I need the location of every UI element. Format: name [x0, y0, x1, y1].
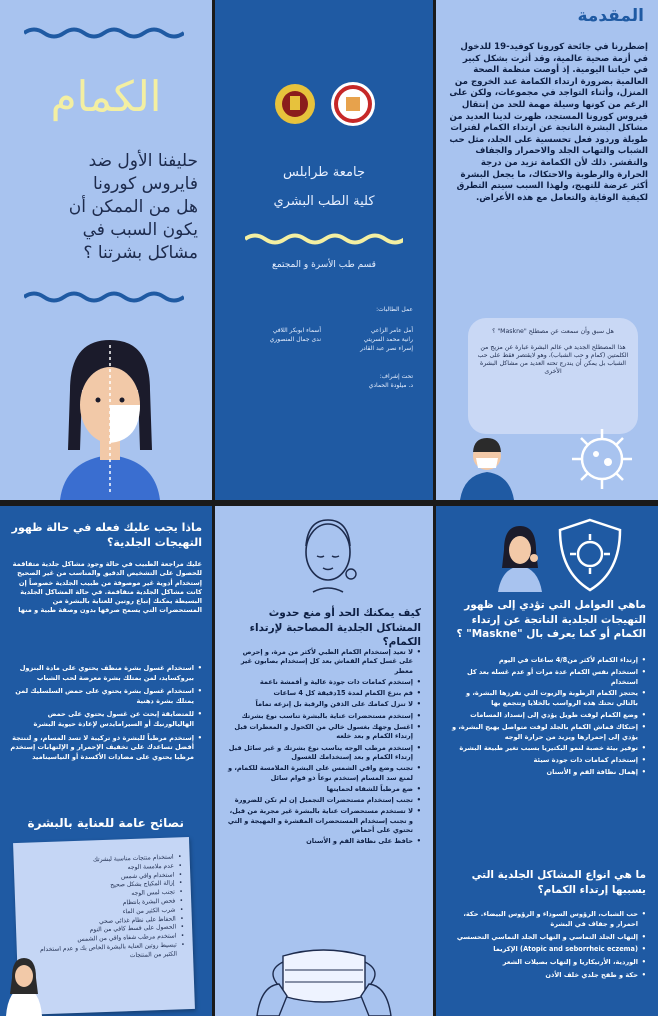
list-item: • إستخدم مرطب الوجه يناسب نوع بشرتك و غير سائل قبل إرتداء الكمام و بعد إستخدامك للغسول: [227, 744, 421, 763]
list-item: • شرب الكثير من الماء: [33, 906, 183, 920]
cover-subtitle: [8, 150, 198, 265]
prevention-list: [227, 648, 421, 847]
student-name: أمل عامر الزاعي: [370, 327, 413, 334]
student-name: إسراء نصر عبد القادر: [360, 345, 413, 352]
list-item: • قم بنزع الكمام لمدة 15دقيقة كل 4 ساعات: [227, 689, 421, 698]
treatment-intro: عليك مراجعة الطبيب في حالة وجود مشاكل جلدية متفاقمة للحصول على التشخيص الدقيق والمناسب من غير الصحيح إستخدام أدوية غير موصوفة من طبيب الجلدية خصوصاً إن كانت مشاكل الجلدية متفاقمة. في حالة المشاكل الجلدية البسيطة يمكنك إتباع روتين للعناية بالبشرة من المستحضرات التي يسمح صرفها بدون وصفة طبية و منها: [12, 560, 202, 615]
tips-list: [32, 853, 186, 964]
list-item: • يحتجز الكمام الرطوبة والزيوت التي تفرزها البشرة، و بالتالي تحتك هذه الرواسب بالخلايا وتتجمع بها: [448, 689, 646, 709]
list-item: • لا تعيد إستخدام الكمام الطبي لأكثر من مرة، و إحرص على غسل كمام القماش بعد كل إستخدام بصابون غير معطر: [227, 648, 421, 676]
list-item: • استخدام غسول بشرة منظف يحتوي على مادة البنزول بيروكسايد، لمن بمتلك بشرة معرضة لحب الشباب: [10, 664, 202, 683]
maskne-answer: هذا المصطلح الجديد في عالم البشرة عبارة عن مزيج من الكلمتين (كمام و حب الشباب)، وهو لايقتصر فقط على حب الشباب بل يمكن أن يندرج تحته العديد من مشاكل البشرة الأخرى: [477, 344, 629, 375]
list-item: • إزالة المكياج بشكل صحيح: [33, 880, 183, 894]
list-item: • وضع الكمام لوقت طويل يؤدي إلى إنسداد المسامات: [448, 711, 646, 721]
list-item: • اغسل وجهك بغسول خالي من الكحول و المعطرات قبل إرتداء الكمام و بعد خلعه: [227, 723, 421, 742]
supervisor-label: تحت إشراف:: [379, 373, 413, 380]
list-item: • إستخدم مرطباً للبشرة ذو تركيبة لا تسد المسام، و لتنتجة أفضل تساعدك على تخفيف الإحمرار و الإلتهابات إستخدم مرطبا يحتوي على مضادات الأكسدة أو النياسيناميد: [10, 734, 202, 763]
list-item: • إلتهاب الجلد التماسي و التهاب الجلد التماسي التحسسي: [448, 933, 646, 943]
students-list: [235, 326, 413, 353]
cover-line-1: حليفنا الأول ضد: [88, 151, 198, 171]
prevention-title: كيف يمكنك الحد أو منع حدوث المشاكل الجلدية المصاحبة لإرتداء الكمام؟: [249, 607, 421, 648]
intro-body: إضطررنا في جائحة كورونا كوفيد-19 للدخول في أزمة صحية عالمية، وقد أثرت بشكل كبير في حياتنا اليومية. إذ أوصت منظمة الصحة العالمية بضرورة ارتداء الكمامة عند الخروج من المنزل، وأثناء التواجد في مجموعات، ولكن على الرغم من كونها وسيلة مهمة للحد من إنتقال فيروس كورونا المستجد، ظهرت لدينا العديد من مشاكل البشرة الناتجة عن ارتداء الكمام لفترات طويلة وردود فعل تحسسية على الجلد، مثل حب الشباب والتهاب الجلد والاحمرار والجفاف والتقشر. ذلك لأن الكمامة تزيد من درجة الحرارة والرطوبة والاحتكاك، ما يجعل البشرة أكثر عرضة للتهيج، ولهذا السبب سيتم التطرق لكيفية الوقاية والتعامل مع هذه الأعراض.: [449, 42, 648, 203]
list-item: • استخدم مرطب شفاه واقي من الشمس: [34, 932, 184, 946]
student-name: ندى جمال المنصوري: [269, 336, 321, 343]
causes-title: ماهي العوامل التي تؤدي إلى ظهور التهيجات الجلدية الناتجة عن إرتداء الكمام أو كما يعرف بال "Maskne" ؟: [456, 599, 646, 640]
list-item: • لا تستخدم مستحضرات عناية بالبشرة غير مجربة من قبل، و تجنب إستخدام المستحضرات المقشرة و المهيجة و التي تحتوي على أحماض: [227, 807, 421, 835]
cover-line-2: فايروس كورونا: [93, 174, 198, 194]
wave-decoration-bottom: [24, 290, 184, 304]
university-name: جامعة طرابلس: [283, 165, 365, 180]
problems-list: [448, 910, 646, 981]
list-item: • إستخدم مستحضرات عناية بالبشرة تناسب نوع بشرتك: [227, 712, 421, 721]
cover-panel: [0, 0, 212, 500]
woman-hijab-illustration: [2, 954, 46, 1016]
list-item: • توفير بيئة خصبة لنمو البكتيريا بسبب تغير طبيعة البشرة: [448, 744, 646, 754]
list-item: • استخدام غسول بشرة يحتوي على حمض السلسليك لمن يمتلك بشرة دهنية: [10, 687, 202, 706]
list-item: • إستخدم كمامات ذات جودة عالية و أقمشة ناعمة: [227, 678, 421, 687]
supervisor-block: [369, 372, 413, 390]
treatment-title: ماذا يجب عليك فعله في حالة ظهور التهيجات الجلدية؟: [11, 521, 202, 549]
man-mask-illustration: [452, 430, 522, 500]
intro-panel: [436, 0, 658, 500]
list-item: • حكة و طفح جلدي خلف الأذن: [448, 971, 646, 981]
university-names: [215, 165, 433, 209]
list-item: • حب الشباب، الرؤوس السوداء و الرؤوس البيضاء. حكة، احمرار و جفاف في البشرة: [448, 910, 646, 930]
student-name: أسماء ابوبكر اللافي: [272, 327, 321, 334]
treatment-panel: [0, 506, 212, 1016]
list-item: • عدم ملامسة الوجه: [32, 862, 182, 876]
list-item: • تجنب وضع واقي الشمس على البشرة الملامسة للكمام، و لمنع سد المسام إستخدم نوعاً ذو قوام سائل: [227, 764, 421, 783]
list-item: • استخدام نفس الكمام عدة مرات أو عدم غسله بعد كل استخدام: [448, 668, 646, 688]
list-item: • ضع مرطباً للشفاه لحمايتها: [227, 785, 421, 794]
wave-decoration: [245, 232, 403, 246]
maskne-question: هل سبق وأن سمعت عن مصطلح "Maskne" ؟: [492, 328, 614, 335]
cover-line-4: يكون السبب في: [82, 220, 198, 240]
cover-line-3: هل من الممكن أن: [68, 197, 198, 217]
list-item: • تجنب إستخدام مستحضرات التجميل إن لم تكن للضرورة: [227, 796, 421, 805]
list-item: • (Atopic and seborrheic eczema) الإكزيما: [448, 945, 646, 955]
students-label: عمل الطالبات:: [376, 306, 413, 313]
list-item: • استخدام واقي شمس: [32, 871, 182, 885]
list-item: • تبسيط روتين العناية بالبشرة الخاص بك و عدم استخدام الكثير من المنتجات: [35, 941, 186, 964]
wave-decoration-top: [24, 26, 184, 40]
tips-title: نصائح عامة للعناية بالبشرة: [27, 816, 184, 830]
shield-virus-icon: [554, 516, 626, 594]
list-item: • إستخدام كمامات ذات جودة سيئة: [448, 756, 646, 766]
list-item: • حافظ على نظافة الفم و الأسنان: [227, 837, 421, 846]
intro-title: المقدمة: [577, 6, 644, 26]
maskne-info-box: [468, 318, 638, 434]
prevention-panel: [215, 506, 433, 1016]
cover-title: الكمام: [50, 72, 162, 121]
woman-face-icon: [293, 512, 363, 604]
list-item: • إرتداء الكمام لأكثر من4/8 ساعات في اليوم: [448, 656, 646, 666]
virus-icon: [564, 424, 640, 494]
list-item: • الوردية، الأرتيكاريا و إلتهاب بصيلات الشعر: [448, 958, 646, 968]
woman-mask-illustration: [40, 330, 180, 500]
list-item: • استخدام منتجات مناسبة لبشرتك: [32, 853, 182, 867]
student-name: رانية محمد السريتي: [363, 336, 413, 343]
list-item: • الحصول على قسط كافي من النوم: [34, 924, 184, 938]
problems-title: ما هي انواع المشاكل الجلدية التي يسببها إرتداء الكمام؟: [471, 869, 646, 896]
list-item: • إهمال نظافة الفم و الأسنان: [448, 768, 646, 778]
supervisor-name: د. ميلودة الحمادي: [368, 382, 413, 389]
faculty-logo-icon: [329, 80, 377, 128]
causes-panel: [436, 506, 658, 1016]
list-item: • تجنب لمس الوجه: [33, 888, 183, 902]
list-item: • لا تنزل كمامك على الذقن والرقبة بل إنزعه تماماً: [227, 700, 421, 709]
cover-line-5: مشاكل بشرتنا ؟: [83, 243, 198, 263]
university-panel: [215, 0, 433, 500]
woman-worried-illustration: [492, 520, 548, 592]
faculty-name: كلية الطب البشري: [273, 194, 375, 209]
list-item: • إحتكاك قماش الكمام بالجلد لوقت متواصل يهيج البشرة، و يؤدي إلى إحمرارها ويزيد من حرارة الوجه: [448, 723, 646, 743]
causes-list: [448, 656, 646, 778]
university-logo-icon: [273, 82, 317, 126]
list-item: • للمتضايقة إبحث عن غسول يحتوي على حمض الهاليالورنيك أو السيرامايدس لإعادة حيوية البشرة: [10, 710, 202, 729]
treatment-list: [10, 664, 202, 762]
list-item: • الحفاظ على نظام غذائي صحي: [34, 915, 184, 929]
list-item: • فحص البشرة بانتظام: [33, 897, 183, 911]
department-name: قسم طب الأسرة و المجتمع: [272, 260, 376, 270]
hands-mask-illustration: [253, 926, 395, 1016]
